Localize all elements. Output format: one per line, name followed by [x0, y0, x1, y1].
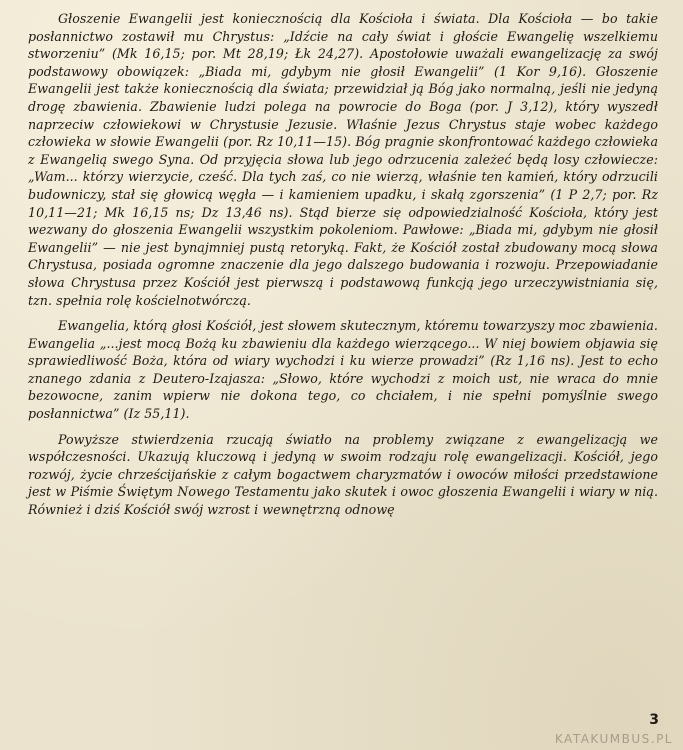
paragraph-1: Głoszenie Ewangelii jest koniecznością dla Kościoła i świata. Dla Kościoła — bo takie posłannictwo zostawił mu Chrystus: „Idźcie na cały świat i głoście Ewangelię wszelkiemu stworzeniu” (Mk 16,15; por. Mt 28,19; Łk 24,27). Apostołowie uważali ewangelizację za swój podstawowy obowiązek: „Biada mi, gdybym nie głosił Ewangelii” (1 Kor 9,16). Głoszenie Ewangelii jest także koniecznością dla świata; przewidział ją Bóg jako normalną, jeśli nie jedyną drogę zbawienia. Zbawienie ludzi polega na powrocie do Boga (por. J 3,12), który wyszedł naprzeciw człowiekowi w Chrystusie Jezusie. Właśnie Jezus Chrystus staje wobec każdego człowieka w słowie Ewangelii (por. Rz 10,11—15). Bóg pragnie skonfrontować każdego człowieka z Ewangelią swego Syna. Od przyjęcia słowa lub jego odrzucenia zależeć będą losy człowiecze: „Wam... którzy wierzycie, cześć. Dla tych zaś, co nie wierzą, właśnie ten kamień, który odrzucili budowniczy, stał się głowicą węgła — i kamieniem upadku, i skałą zgorszenia” (1 P 2,7; por. Rz 10,11—21; Mk 16,15 ns; Dz 13,46 ns). Stąd bierze się odpowiedzialność Kościoła, który jest wezwany do głoszenia Ewangelii wszystkim pokoleniom. Pawłowe: „Biada mi, gdybym nie głosił Ewangelii” — nie jest bynajmniej pustą retoryką. Fakt, że Kościół został zbudowany mocą słowa Chrystusa, posiada ogromne znaczenie dla jego dalszego budowania i rozwoju. Przepowiadanie słowa Chrystusa przez Kościół jest pierwszą i podstawową funkcją jego urzeczywistniania się, tzn. spełnia rolę kościelnotwórczą. — [28, 11, 658, 308]
paragraph-2: Ewangelia, którą głosi Kościół, jest słowem skutecznym, któremu towarzyszy moc zbawienia. Ewangelia „...jest mocą Bożą ku zbawieniu dla każdego wierzącego... W niej bowiem objawia się sprawiedliwość Boża, która od wiary wychodzi i ku wierze prowadzi” (Rz 1,16 ns). Jest to echo znanego zdania z Deutero-Izajasza: „Słowo, które wychodzi z moich ust, nie wraca do mnie bezowocne, zanim wpierw nie dokona tego, co chciałem, i nie spełni pomyślnie swego posłannictwa” (Iz 55,11). — [28, 318, 658, 422]
page-number: 3 — [649, 712, 659, 728]
body-text — [28, 10, 658, 519]
watermark: KATAKUMBUS.PL — [554, 732, 673, 746]
paragraph-3: Powyższe stwierdzenia rzucają światło na problemy związane z ewangelizacją we współczesności. Ukazują kluczową i jedyną w swoim rodzaju rolę ewangelizacji. Kościół, jego rozwój, życie chrześcijańskie z całym bogactwem charyzmatów i owoców miłości przedstawione jest w Piśmie Świętym Nowego Testamentu jako skutek i owoc głoszenia Ewangelii i wiary w nią. Również i dziś Kościół swój wzrost i wewnętrzną odnowę — [28, 431, 658, 518]
